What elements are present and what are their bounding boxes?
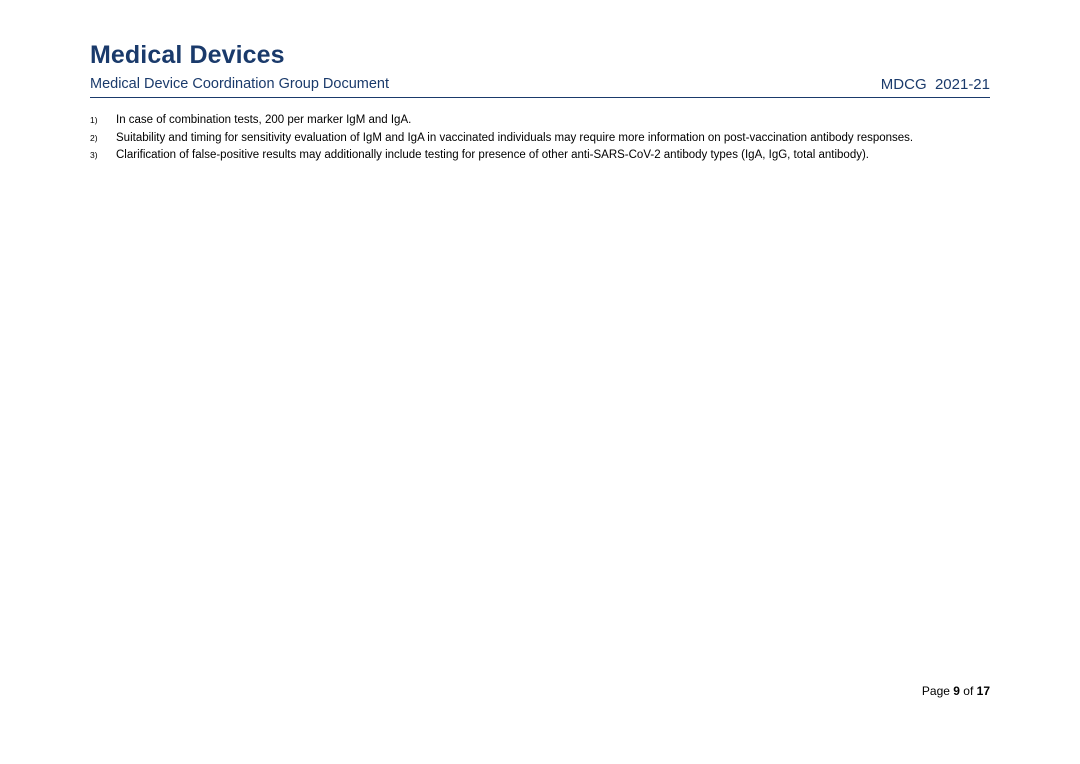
footnote-item: [90, 113, 990, 129]
footnote-marker: 2): [90, 132, 98, 143]
page-title: Medical Devices: [90, 41, 285, 69]
page-number: [922, 684, 990, 698]
header-subtitle: Medical Device Coordination Group Document: [90, 76, 390, 93]
page-current: 9: [953, 684, 960, 698]
footnote-text: In case of combination tests, 200 per marker IgM and IgA.: [116, 114, 412, 126]
header-rule-row: [90, 76, 990, 98]
footnote-marker: 3): [90, 150, 98, 160]
page-total: 17: [976, 684, 990, 698]
document-reference: MDCG 2021-21: [880, 75, 990, 93]
page-header: [90, 42, 990, 98]
footnote-item: [90, 131, 990, 147]
footnote-marker: 1): [90, 115, 98, 125]
footnote-item: [90, 148, 990, 164]
footnote-text: Clarification of false-positive results may additionally include testing for presence of other anti-SARS-CoV-2 antibody types (IgA, IgG, total antibody).: [116, 149, 869, 161]
footnote-list: [90, 113, 990, 166]
page-of: of: [959, 684, 977, 698]
footnote-text: Suitability and timing for sensitivity evaluation of IgM and IgA in vaccinated individuals may require more information on post-vaccination antibody responses.: [116, 131, 914, 144]
page-label: Page: [921, 684, 954, 698]
